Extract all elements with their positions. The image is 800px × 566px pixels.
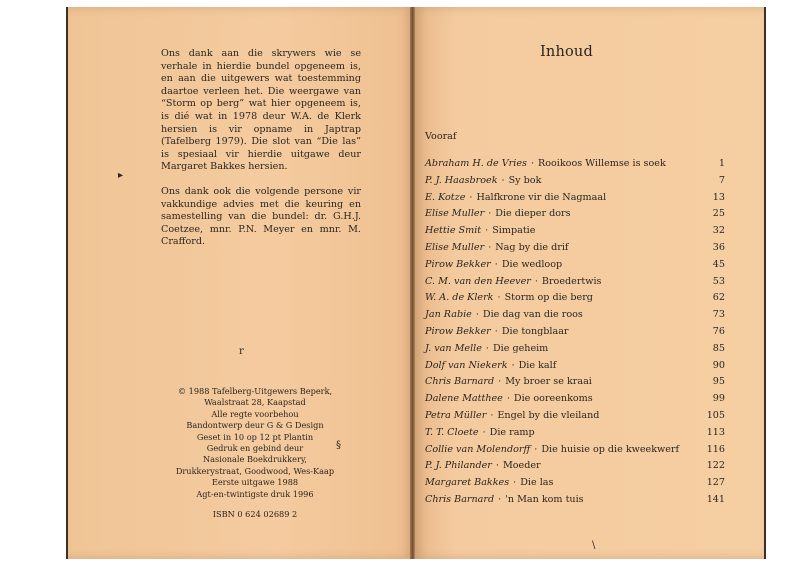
margin-mark: ▸ (118, 170, 124, 181)
toc-entry (425, 460, 725, 477)
imprint-line: Waalstraat 28, Kaapstad (204, 397, 306, 408)
toc-title: Storm op die berg (504, 292, 593, 304)
table-of-contents (425, 158, 725, 511)
toc-page-number: 105 (706, 409, 725, 421)
toc-author: Margaret Bakkes (425, 477, 510, 489)
toc-separator: · (534, 275, 538, 287)
toc-title: Die dieper dors (495, 208, 571, 220)
toc-separator: · (482, 426, 486, 438)
toc-entry (425, 376, 725, 393)
toc-author: C. M. van den Heever (425, 275, 531, 287)
toc-title: 'n Man kom tuis (505, 493, 584, 505)
imprint-line: Agt-en-twintigste druk 1996 (196, 488, 314, 499)
toc-title: Die geheim (492, 342, 549, 354)
toc-separator: · (498, 376, 502, 388)
imprint-line: Bandontwerp deur G & G Design (186, 420, 324, 431)
toc-separator: · (506, 393, 510, 405)
toc-title: Die ramp (489, 426, 535, 438)
toc-entry (425, 360, 725, 377)
toc-page-number: 62 (712, 292, 725, 304)
imprint-line: Eerste uitgawe 1988 (211, 477, 299, 488)
toc-page-number: 113 (706, 426, 725, 438)
toc-separator: · (498, 493, 502, 505)
toc-title: Sy bok (508, 174, 542, 186)
imprint-line: Alle regte voorbehou (211, 408, 299, 419)
toc-entry (425, 427, 725, 444)
toc-page-number: 141 (706, 493, 725, 505)
toc-entry (425, 477, 725, 494)
acknowledgement-paragraph-1: Ons dank aan die skrywers wie se verhale in hierdie bundel opgeneem is, en aan die uitgewers wat toestemming daartoe verleen het. Die weergawe van “Storm op berg” wat hier opgeneem is, is dié wat in 1978 deur W.A. de Klerk hersien is vir opname in Japtrap (Tafelberg 1979). Die slot van “Die las” is spesiaal vir hierdie uitgawe deur Margaret Bakkes hersien. (161, 48, 361, 173)
toc-page-number: 90 (712, 359, 725, 371)
toc-page-number: 13 (712, 191, 725, 203)
toc-author: Elise Muller (425, 241, 485, 253)
toc-entry (425, 410, 725, 427)
toc-author: Dalene Matthee (425, 393, 503, 405)
toc-separator: · (485, 342, 489, 354)
acknowledgement-paragraph-2: Ons dank ook die volgende persone vir vakkundige advies met die keuring en samestelling van die bundel: dr. G.H.J. Coetzee, mnr. P.N. Meyer en mnr. M. Crafford. (161, 185, 361, 248)
toc-separator: · (494, 325, 498, 337)
toc-page-number: 1 (718, 158, 725, 169)
toc-entry (425, 326, 725, 343)
margin-mark: r (239, 346, 244, 357)
toc-entry (425, 276, 725, 293)
toc-title: Rooikoos Willemse is soek (538, 158, 666, 169)
toc-page-number: 122 (706, 460, 725, 472)
toc-page-number: 45 (712, 258, 725, 270)
toc-entry (425, 494, 725, 511)
margin-mark: § (336, 440, 341, 451)
toc-author: P. J. Philander (425, 460, 492, 472)
toc-separator: · (494, 258, 498, 270)
toc-entry (425, 242, 725, 259)
toc-separator: · (488, 208, 492, 220)
toc-entry (425, 208, 725, 225)
toc-author: P. J. Haasbroek (425, 174, 498, 186)
toc-title: Die wedloop (501, 258, 563, 270)
toc-author: Chris Barnard (425, 376, 495, 388)
toc-page-number: 36 (712, 241, 725, 253)
toc-page-number: 99 (712, 393, 725, 405)
preface-entry: Vooraf (425, 131, 457, 142)
imprint-line: Nasionale Boekdrukkery, (202, 454, 308, 465)
toc-author: Chris Barnard (425, 493, 495, 505)
toc-page-number: 127 (706, 477, 725, 489)
toc-author: Abraham H. de Vries (425, 158, 527, 169)
toc-separator: · (475, 309, 479, 321)
toc-page-number: 85 (712, 342, 725, 354)
toc-entry (425, 309, 725, 326)
toc-title: Engel by die vleiland (497, 409, 600, 421)
toc-author: T. T. Cloete (425, 426, 479, 438)
toc-title: Halfkrone vir die Nagmaal (476, 191, 607, 203)
toc-separator: · (497, 292, 501, 304)
toc-author: Pirow Bekker (425, 258, 491, 270)
toc-title: Broedertwis (541, 275, 602, 287)
toc-entry (425, 175, 725, 192)
toc-author: Dolf van Niekerk (425, 359, 508, 371)
toc-title: Simpatie (492, 225, 536, 237)
toc-author: W. A. de Klerk (425, 292, 494, 304)
contents-heading: Inhoud (540, 44, 593, 60)
toc-separator: · (469, 191, 473, 203)
margin-mark: \ (592, 540, 596, 551)
toc-page-number: 116 (706, 443, 725, 455)
toc-separator: · (513, 477, 517, 489)
toc-title: Die huisie op die kweekwerf (541, 443, 680, 455)
toc-author: Elise Muller (425, 208, 485, 220)
toc-separator: · (501, 174, 505, 186)
toc-author: Hettie Smit (425, 225, 482, 237)
book-spine (410, 7, 415, 559)
toc-entry (425, 259, 725, 276)
toc-separator: · (534, 443, 538, 455)
toc-page-number: 32 (712, 225, 725, 237)
toc-page-number: 7 (718, 174, 725, 186)
toc-separator: · (490, 409, 494, 421)
toc-author: J. van Melle (425, 342, 482, 354)
imprint-line: Geset in 10 op 12 pt Plantin (196, 431, 314, 442)
toc-author: Jan Rabie (425, 309, 472, 321)
toc-author: E. Kotze (425, 191, 466, 203)
toc-title: Die tongblaar (501, 325, 569, 337)
toc-entry (425, 192, 725, 209)
toc-author: Pirow Bekker (425, 325, 491, 337)
imprint-line: Drukkerystraat, Goodwood, Wes-Kaap (175, 465, 335, 476)
acknowledgements (161, 48, 361, 261)
toc-page-number: 25 (712, 208, 725, 220)
toc-title: Die las (520, 477, 554, 489)
toc-title: My broer se kraai (505, 376, 592, 388)
toc-author: Collie van Molendorff (425, 443, 531, 455)
toc-entry (425, 225, 725, 242)
toc-title: Die ooreenkoms (513, 393, 593, 405)
toc-entry (425, 292, 725, 309)
toc-separator: · (488, 241, 492, 253)
toc-separator: · (495, 460, 499, 472)
toc-page-number: 76 (712, 325, 725, 337)
toc-entry (425, 343, 725, 360)
imprint-block (160, 386, 350, 520)
toc-page-number: 73 (712, 309, 725, 321)
toc-title: Die kalf (518, 359, 557, 371)
imprint-line: © 1988 Tafelberg-Uitgewers Beperk, (177, 386, 333, 396)
toc-entry (425, 444, 725, 461)
toc-separator: · (485, 225, 489, 237)
toc-title: Moeder (502, 460, 541, 472)
toc-entry (425, 158, 725, 175)
isbn: ISBN 0 624 02689 2 (212, 509, 298, 520)
toc-entry (425, 393, 725, 410)
imprint-line: Gedruk en gebind deur (206, 443, 304, 454)
toc-page-number: 95 (712, 376, 725, 388)
toc-separator: · (511, 359, 515, 371)
toc-author: Petra Müller (425, 409, 487, 421)
toc-title: Die dag van die roos (482, 309, 583, 321)
toc-page-number: 53 (712, 275, 725, 287)
toc-title: Nag by die drif (495, 241, 569, 253)
toc-separator: · (530, 158, 535, 169)
